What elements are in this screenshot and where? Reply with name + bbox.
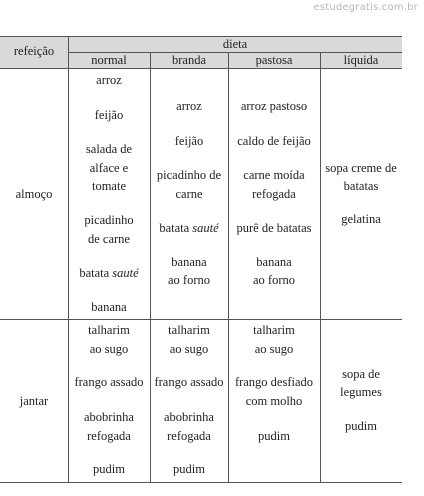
cell-text: caldo de feijão bbox=[237, 134, 311, 148]
cell-text: frango assado bbox=[154, 375, 224, 389]
watermark: estudegratis.com.br bbox=[313, 2, 418, 13]
cell-text: banana bbox=[91, 300, 127, 314]
cell-text: carne bbox=[175, 187, 203, 201]
header-liquida: líquida bbox=[343, 53, 379, 67]
cell-text: ao forno bbox=[168, 273, 210, 287]
cell-text: frango desfiado bbox=[234, 375, 314, 389]
cell-text: com molho bbox=[245, 394, 303, 408]
header-pastosa: pastosa bbox=[255, 53, 293, 67]
cell-text: sopa creme de bbox=[325, 161, 397, 175]
cell-text: banana bbox=[171, 255, 207, 269]
cell-text: talharim bbox=[253, 323, 295, 337]
cell-text: banana bbox=[256, 255, 292, 269]
cell-text: feijão bbox=[94, 108, 124, 122]
cell-text: sopa de bbox=[342, 367, 380, 381]
cell-text: alface e bbox=[89, 161, 129, 175]
table-bottom-border bbox=[0, 482, 402, 483]
cell-text: abobrinha bbox=[164, 410, 214, 424]
cell-text: carne moída bbox=[243, 168, 305, 182]
row-divider bbox=[0, 319, 402, 320]
cell-text: ao forno bbox=[253, 273, 295, 287]
cell-text: de carne bbox=[88, 232, 130, 246]
header-branda: branda bbox=[171, 53, 206, 67]
cell-text: arroz bbox=[176, 99, 202, 113]
cell-text: refogada bbox=[252, 187, 296, 201]
cell-text: pudim bbox=[258, 429, 290, 443]
cell-text: batata sauté bbox=[79, 266, 139, 280]
cell-text: pudim bbox=[345, 419, 377, 433]
cell-text: arroz pastoso bbox=[240, 99, 308, 113]
cell-text: batata sauté bbox=[159, 221, 219, 235]
cell-text: frango assado bbox=[74, 375, 144, 389]
cell-text: feijão bbox=[174, 134, 204, 148]
cell-text: gelatina bbox=[341, 212, 381, 226]
cell-text: batatas bbox=[343, 179, 379, 193]
cell-text: pudim bbox=[93, 462, 125, 476]
cell-text: purê de batatas bbox=[236, 221, 312, 235]
meal-almoco: almoço bbox=[15, 187, 53, 201]
cell-text: pudim bbox=[173, 462, 205, 476]
cell-text: salada de bbox=[85, 142, 133, 156]
cell-text: abobrinha bbox=[84, 410, 134, 424]
cell-text: tomate bbox=[91, 179, 126, 193]
meal-jantar: jantar bbox=[19, 394, 49, 408]
cell-text: ao sugo bbox=[254, 342, 294, 356]
header-refeicao: refeição bbox=[13, 44, 55, 58]
cell-text: ao sugo bbox=[89, 342, 129, 356]
cell-text: refogada bbox=[87, 429, 131, 443]
cell-text: refogada bbox=[167, 429, 211, 443]
cell-text: legumes bbox=[340, 385, 382, 399]
cell-text: talharim bbox=[168, 323, 210, 337]
diet-table bbox=[0, 36, 424, 496]
header-normal: normal bbox=[91, 53, 127, 67]
cell-text: talharim bbox=[88, 323, 130, 337]
cell-text: picadinho bbox=[84, 213, 134, 227]
cell-text: arroz bbox=[96, 73, 122, 87]
cell-text: picadinho de bbox=[156, 168, 222, 182]
cell-text: ao sugo bbox=[169, 342, 209, 356]
header-dieta: dieta bbox=[222, 37, 248, 51]
